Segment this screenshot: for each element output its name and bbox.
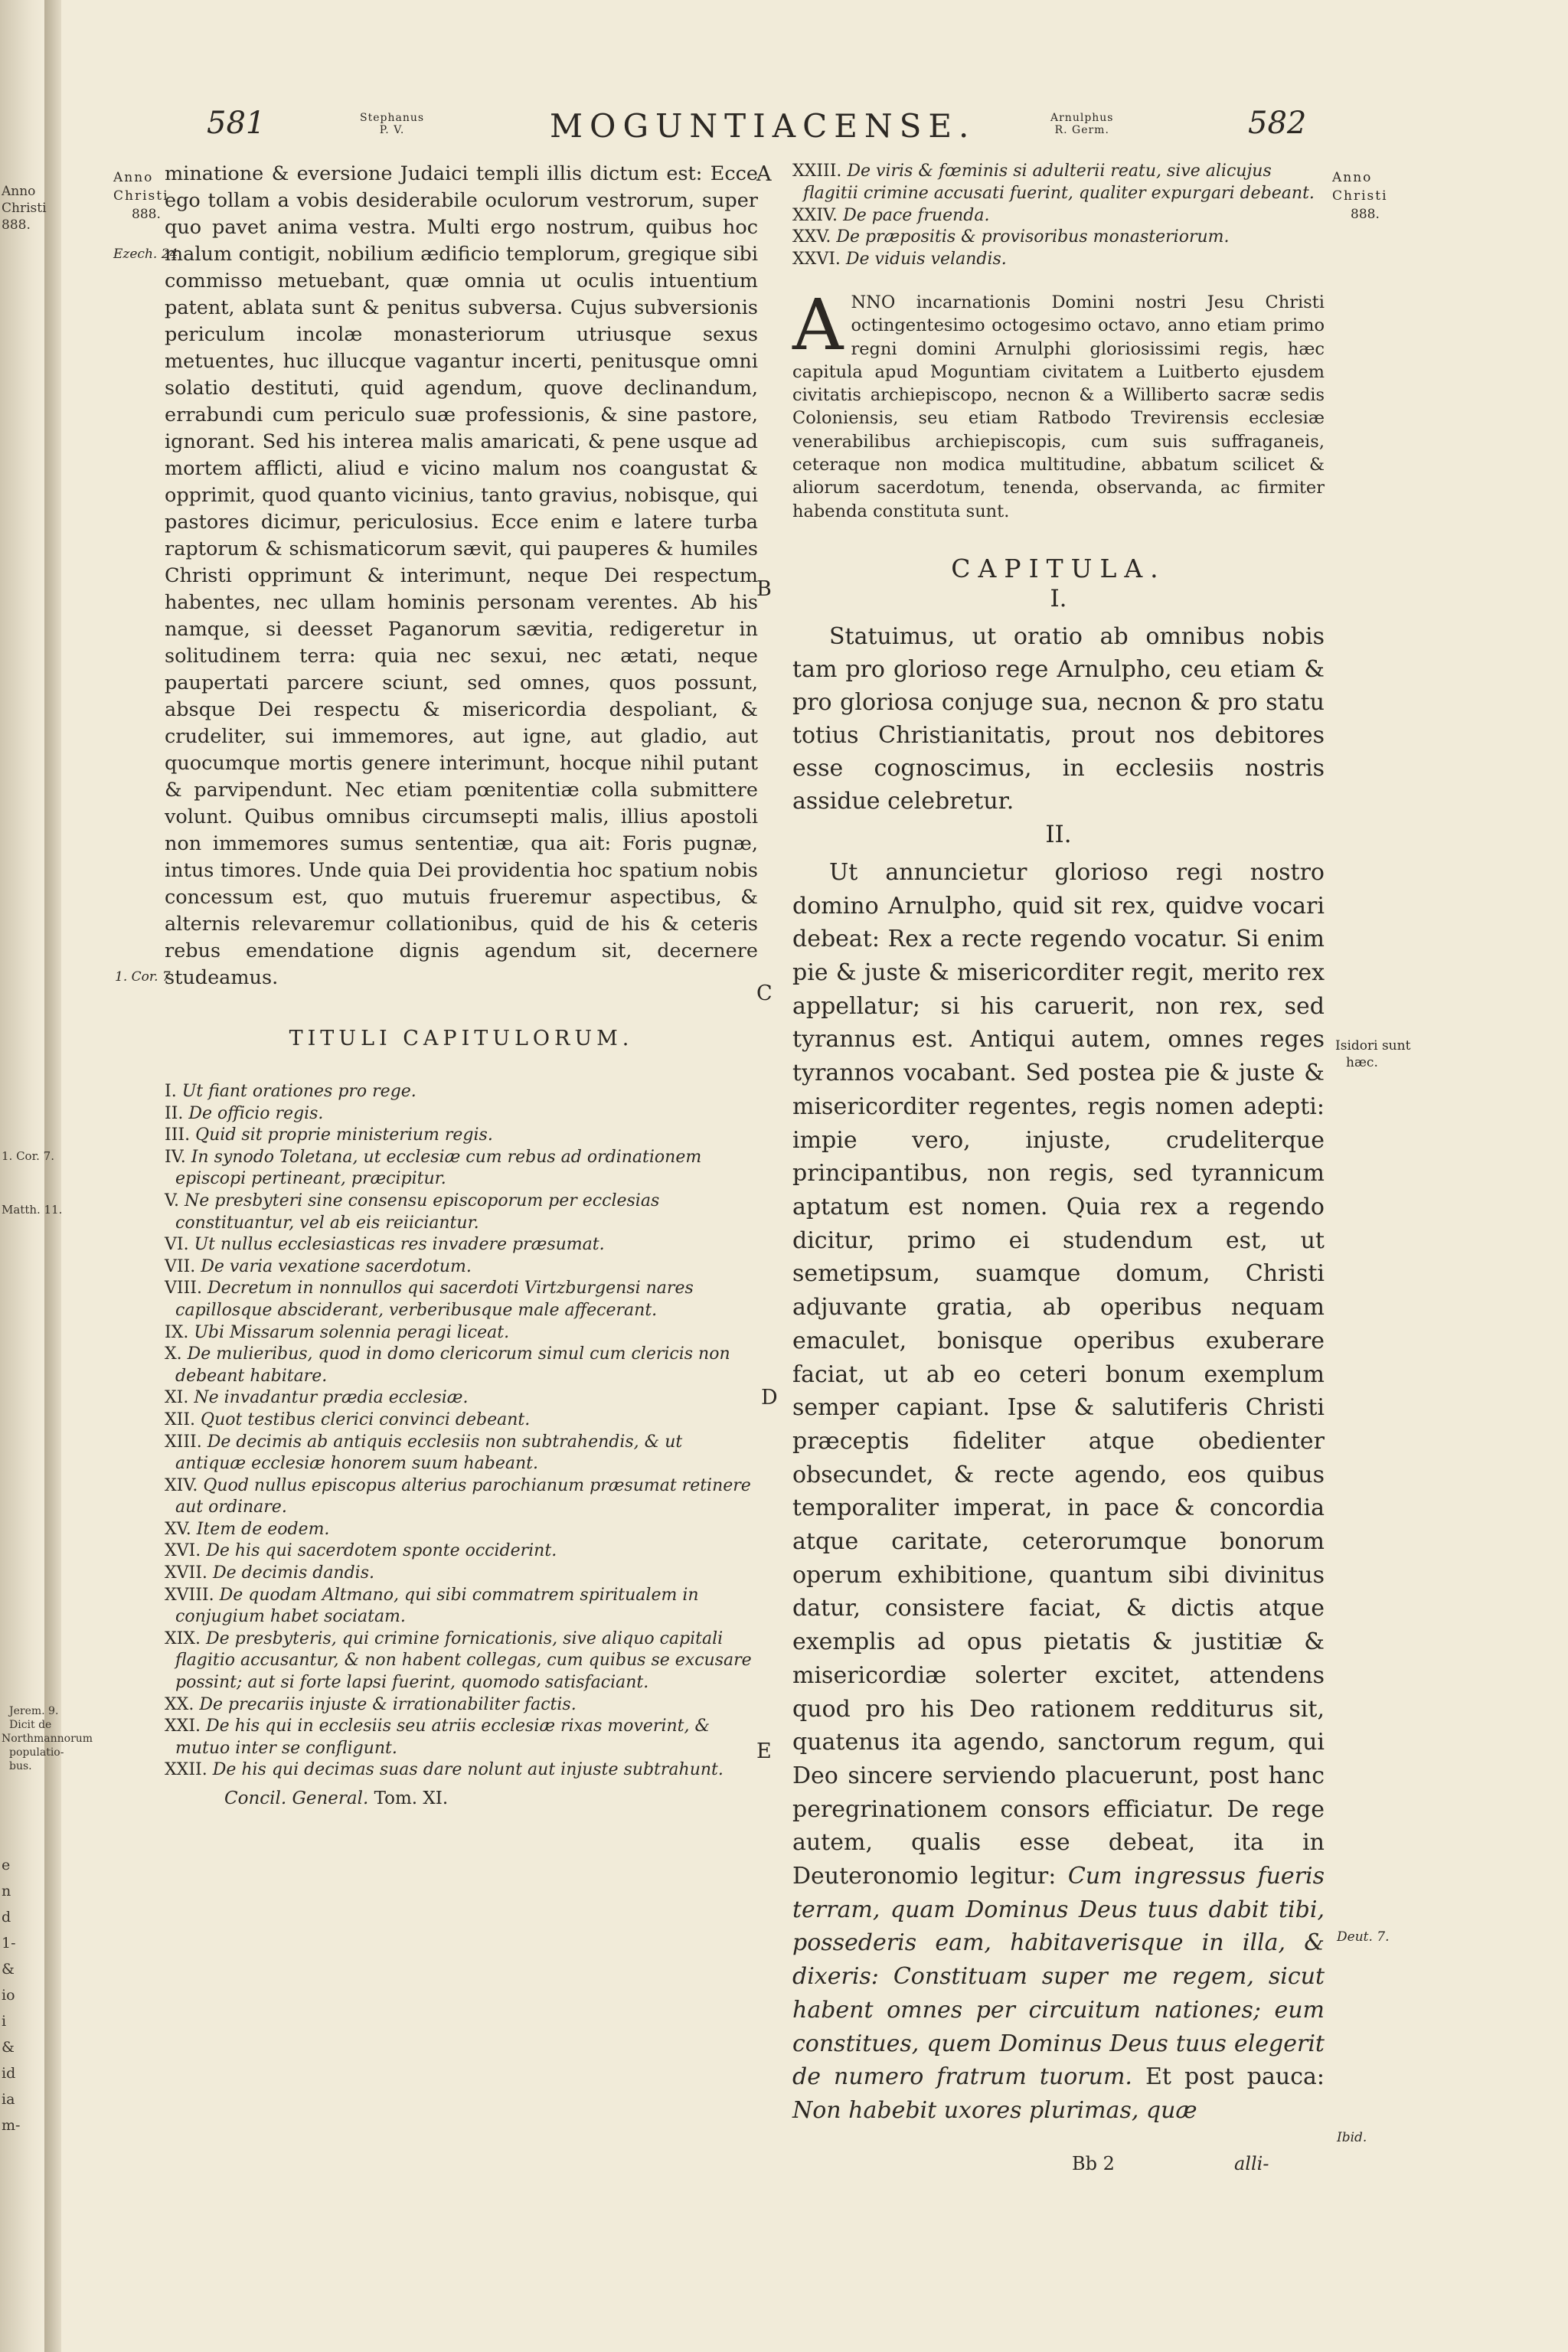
toc-num: XXII. xyxy=(165,1760,207,1780)
toc-num: XIV. xyxy=(165,1475,198,1495)
signature-mark: Bb 2 xyxy=(1072,2153,1115,2174)
running-head-left xyxy=(360,112,424,136)
toc-text: De mulieribus, quod in domo clericorum simul cum clericis non debeant habitare. xyxy=(175,1344,730,1386)
edge-frag-3: d xyxy=(2,1909,11,1926)
edge-frag-11: m- xyxy=(2,2117,21,2134)
toc-text: De presbyteris, qui crimine fornicationis, sive aliquo capitali flagitio accusantur, & non habent collegas, cum quibus se excusare possint; aut si forte lapsi fuerint, quomodo satisfaciant. xyxy=(175,1628,752,1693)
toc-num: III. xyxy=(165,1125,191,1145)
toc-item xyxy=(165,1344,758,1387)
toc-item xyxy=(792,227,1325,249)
edge-jerem: Jerem. 9. xyxy=(9,1705,59,1717)
toc-title: TITULI CAPITULORUM. xyxy=(289,1027,634,1050)
margin-haec: hæc. xyxy=(1346,1055,1378,1070)
toc-text: Quod nullus episcopus alterius parochianum præsumat retinere aut ordinare. xyxy=(175,1475,751,1517)
toc-text: De viduis velandis. xyxy=(845,250,1007,270)
toc-item xyxy=(165,1387,758,1410)
toc-item xyxy=(165,1475,758,1519)
chapter-title-list-continued xyxy=(792,161,1325,271)
toc-text: Ne invadantur prædia ecclesiæ. xyxy=(194,1388,469,1408)
page-title: MOGUNTIACENSE. xyxy=(550,107,976,145)
section-letter-d: D xyxy=(761,1386,778,1410)
edge-christi: Christi xyxy=(2,201,47,216)
toc-num: XXIII. xyxy=(792,162,842,181)
toc-num: IV. xyxy=(165,1147,186,1167)
chapter-2-body: Ut annuncietur glorioso regi nostro domino Arnulpho, quid sit rex, quidve vocari debeat: Rex a recte regendo vocatur. Si enim pie & juste & misericorditer regit, merito rex appellatur; si his caruerit, non rex, sed tyrannus est. Antiqui autem, omnes reges tyrannos vocabant. Sed postea pie & juste & misericorditer regentes, regis nomen adepti: impie vero, injuste, crudeliterque principantibus, non regis, sed tyrannicum aptatum est nomen. Quia rex a regendo dicitur, primo ei studendum est, ut semetipsum, suamque domum, Christi adjuvante gratia, ab operibus nequam emaculet, bonisque operibus exuberare faciat, ut ab eo ceteri bonum exemplum semper capiant. Ipse & salutiferis Christi præceptis fideliter atque obedienter obsecundet, & recte agendo, eos quibus temporaliter imperat, in pace & concordia atque caritate, ceterorumque bonorum operum exhibitione, quantum sibi divinitus datur, consistere faciat, & dictis atque exemplis ad opus pietatis & justitiæ & misericordiæ solerter excitet, attendens quod pro his Deo rationem redditurus sit, quatenus ita agendo, sanctorum regum, qui Deo sincere serviendo placuerunt, post hanc peregrinationem consors efficiatur. De rege autem, qualis esse debeat, ita in Deuteronomio legitur: xyxy=(792,858,1325,1890)
margin-isidori: Isidori sunt xyxy=(1335,1038,1411,1054)
toc-item xyxy=(165,1540,758,1563)
toc-text: Quid sit proprie ministerium regis. xyxy=(195,1125,493,1145)
edge-frag-7: i xyxy=(2,2013,7,2030)
edge-northmannorum: Northmannorum xyxy=(2,1733,93,1745)
toc-item xyxy=(792,161,1325,205)
toc-item xyxy=(165,1628,758,1694)
toc-num: VI. xyxy=(165,1235,189,1255)
edge-frag-10: ia xyxy=(2,2091,15,2108)
toc-item xyxy=(165,1147,758,1191)
toc-num: XVIII. xyxy=(165,1585,214,1605)
toc-num: X. xyxy=(165,1344,182,1364)
toc-text: Quot testibus clerici convinci debeant. xyxy=(201,1410,531,1429)
toc-text: De decimis dandis. xyxy=(212,1563,374,1583)
toc-item xyxy=(165,1759,758,1782)
preface-paragraph: minatione & eversione Judaici templi illis dictum est: Ecce ego tollam a vobis desiderabile oculorum vestrorum, super quo pavet anima vestra. Multi ergo nostrum, quibus hoc malum contigit, nobilium ædificio templorum, gregique sibi commisso metuebant, quæ omnia ut oculis intuentium patent, ablata sunt & penitus subversa. Cujus subversionis periculum incolæ monasteriorum utriusque sexus metuentes, huc illucque vagantur incerti, penitusque omni solatio destituti, quid agendum, quove declinandum, errabundi cum periculo suæ professionis, & sine pastore, ignorant. Sed his interea malis amaricati, & pene usque ad mortem afflicti, aliud e vicino malum nos coangustat & opprimit, quod quanto vicinius, tanto gravius, nobisque, qui pastores dicimur, periculosius. Ecce enim e latere turba raptorum & schismaticorum sævit, qui pauperes & humiles Christi opprimunt & interimunt, neque Dei respectum habentes, nec ullam hominis personam verentes. Ab his namque, si deesset Paganorum sævitia, redigeretur in solitudinem terra: quia nec sexui, nec ætati, neque paupertati parcere sciunt, sed omnes, quos possunt, absque Dei respectu & misericordia despoliant, & crudeliter, sui immemores, aut igne, aut gladio, aut quocumque mortis genere interimunt, hocque nihil putant & parvipendunt. Nec etiam pœnitentiæ colla submittere volunt. Quibus omnibus circumsepti malis, illius apostoli non immemores sumus sententiæ, qua ait: Foris pugnæ, intus timores. Unde quia Dei providentia hoc spatium nobis concessum est, quo mutuis frueremur aspectibus, & alternis relevaremur collationibus, quid de his & ceteris rebus emendatione dignis agendum sit, decernere studeamus. xyxy=(165,162,758,989)
toc-num: XIII. xyxy=(165,1432,202,1452)
toc-num: XXV. xyxy=(792,227,831,247)
chapter-title-list xyxy=(165,1081,758,1782)
toc-item xyxy=(165,1103,758,1125)
toc-text: De officio regis. xyxy=(188,1103,324,1123)
margin-christi-left: Christi xyxy=(113,188,169,204)
chapter-number-1: I. xyxy=(1050,584,1067,612)
toc-num: XI. xyxy=(165,1388,189,1408)
toc-num: I. xyxy=(165,1082,177,1101)
toc-num: XVI. xyxy=(165,1541,201,1561)
margin-cor: 1. Cor. 7. xyxy=(115,969,175,985)
margin-anno-right: Anno xyxy=(1332,170,1373,185)
chapter-2-text xyxy=(792,856,1325,2128)
running-head-left-line1: Stephanus xyxy=(360,112,425,124)
toc-text: Ne presbyteri sine consensu episcoporum per ecclesias constituantur, vel ab eis reiiciantur. xyxy=(175,1191,660,1233)
edge-frag-6: io xyxy=(2,1987,15,2004)
toc-num: VIII. xyxy=(165,1279,202,1298)
edge-frag-8: & xyxy=(2,2039,15,2056)
edge-year: 888. xyxy=(2,217,31,233)
toc-text: De præpositis & provisoribus monasteriorum. xyxy=(836,227,1230,247)
toc-text: Decretum in nonnullos qui sacerdoti Virtzburgensi nares capillosque absciderant, verberibusque male affecerant. xyxy=(175,1279,694,1320)
toc-num: XIX. xyxy=(165,1628,201,1648)
toc-text: Ut fiant orationes pro rege. xyxy=(181,1082,416,1101)
running-head-right-line1: Arnulphus xyxy=(1050,112,1114,124)
edge-frag-5: & xyxy=(2,1961,15,1978)
margin-ibid: Ibid. xyxy=(1337,2130,1367,2145)
edge-frag-4: 1- xyxy=(2,1935,16,1952)
toc-num: XX. xyxy=(165,1694,194,1714)
edge-cor: 1. Cor. 7. xyxy=(2,1149,54,1163)
margin-anno-left: Anno xyxy=(113,170,154,185)
toc-item xyxy=(165,1278,758,1321)
margin-year-right: 888. xyxy=(1351,207,1380,222)
toc-text: Ut nullus ecclesiasticas res invadere præsumat. xyxy=(194,1235,605,1255)
edge-dicit: Dicit de xyxy=(9,1719,52,1731)
toc-num: XII. xyxy=(165,1410,196,1429)
toc-num: VII. xyxy=(165,1256,196,1276)
toc-text: De precariis injuste & irrationabiliter factis. xyxy=(199,1694,577,1714)
toc-num: V. xyxy=(165,1191,180,1210)
chapter-2-post: Et post pauca: xyxy=(1145,2063,1325,2091)
toc-item xyxy=(165,1234,758,1256)
capitula-heading: CAPITULA. xyxy=(951,553,1166,583)
toc-item xyxy=(165,1716,758,1759)
toc-text: Ubi Missarum solennia peragi liceat. xyxy=(194,1322,510,1342)
section-letter-c: C xyxy=(756,982,773,1005)
toc-item xyxy=(165,1410,758,1432)
toc-item xyxy=(165,1191,758,1234)
edge-anno: Anno xyxy=(2,184,36,199)
toc-text: De his qui sacerdotem sponte occiderint. xyxy=(206,1541,557,1561)
page-number-right: 582 xyxy=(1248,106,1307,141)
toc-item xyxy=(165,1432,758,1475)
edge-frag-2: n xyxy=(2,1883,11,1900)
volume-footer xyxy=(224,1786,758,1811)
section-letter-a: A xyxy=(756,162,772,186)
edge-frag-9: id xyxy=(2,2065,16,2082)
toc-text: De his qui decimas suas dare nolunt aut injuste subtrahunt. xyxy=(212,1760,724,1780)
toc-item xyxy=(165,1519,758,1541)
section-letter-e: E xyxy=(756,1740,772,1763)
margin-christi-right: Christi xyxy=(1332,188,1388,204)
catchword: alli- xyxy=(1234,2153,1269,2174)
right-column xyxy=(792,161,1325,2128)
page-number-left: 581 xyxy=(207,106,266,141)
council-intro xyxy=(792,283,1325,523)
toc-num: IX. xyxy=(165,1322,189,1342)
running-head-right-line2: R. Germ. xyxy=(1054,124,1109,136)
running-head-left-line2: P. V. xyxy=(379,124,405,136)
toc-num: XXI. xyxy=(165,1717,201,1736)
toc-text: De his qui in ecclesiis seu atriis ecclesiæ rixas moverint, & mutuo inter se confligunt. xyxy=(175,1717,710,1758)
toc-item xyxy=(792,205,1325,227)
toc-num: XXVI. xyxy=(792,250,841,270)
toc-text: De viris & fœminis si adulterii reatu, sive alicujus flagitii crimine accusati fuerint, qualiter expurgari debeant. xyxy=(803,162,1315,203)
toc-num: XXIV. xyxy=(792,205,838,225)
edge-populatio: populatio- xyxy=(9,1746,64,1759)
toc-num: II. xyxy=(165,1103,184,1123)
section-letter-b: B xyxy=(756,577,772,601)
council-intro-text: NNO incarnationis Domini nostri Jesu Christi octingentesimo octogesimo octavo, anno etiam primo regni domini Arnulphi gloriosissimi regis, hæc capitula apud Moguntiam civitatem a Luitberto ejusdem civitatis archiepiscopo, necnon & a Williberto sacræ sedis Coloniensis, seu etiam Ratbodo Trevirensis ecclesiæ venerabilibus archiepiscopis, cum suis suffraganeis, ceteraque non modica multitudine, abbatum scilicet & aliorum sacerdotum, tenenda, observanda, ac firmiter habenda constituta sunt. xyxy=(792,292,1325,521)
chapter-1-text: Statuimus, ut oratio ab omnibus nobis tam pro glorioso rege Arnulpho, ceu etiam & pro gloriosa conjuge sua, necnon & pro statu totius Christianitatis, prout nos debitores esse cognoscimus, in ecclesiis nostris assidue celebretur. xyxy=(792,622,1325,815)
toc-num: XV. xyxy=(165,1519,191,1539)
toc-item xyxy=(165,1585,758,1628)
toc-item xyxy=(165,1563,758,1585)
toc-text: De pace fruenda. xyxy=(843,205,990,225)
edge-bus: bus. xyxy=(9,1760,32,1772)
margin-deut: Deut. 7. xyxy=(1337,1929,1390,1945)
toc-text: De quodam Altmano, qui sibi commatrem spiritualem in conjugium habet sociatam. xyxy=(175,1585,699,1627)
toc-text: In synodo Toletana, ut ecclesiæ cum rebus ad ordinationem episcopi pertineant, præcipitur. xyxy=(175,1147,702,1189)
chapter-number-2: II. xyxy=(1045,820,1072,848)
left-column xyxy=(165,161,758,1811)
toc-item xyxy=(165,1081,758,1103)
chapter-2-quote-2: Non habebit uxores plurimas, quæ xyxy=(792,2096,1197,2124)
toc-item xyxy=(165,1125,758,1147)
edge-matth: Matth. 11. xyxy=(2,1203,63,1217)
edge-frag-1: e xyxy=(2,1857,11,1873)
volume-footer-title: Concil. General. xyxy=(224,1788,369,1808)
toc-text: Item de eodem. xyxy=(196,1519,330,1539)
toc-item xyxy=(165,1256,758,1279)
running-head-right xyxy=(1050,112,1114,136)
margin-ezech: Ezech. 24. xyxy=(113,247,182,262)
margin-year-left: 888. xyxy=(132,207,161,222)
drop-cap: A xyxy=(792,283,844,366)
toc-item xyxy=(165,1694,758,1717)
volume-footer-tome: Tom. XI. xyxy=(374,1788,449,1808)
toc-item xyxy=(165,1322,758,1344)
toc-item xyxy=(792,249,1325,271)
chapter-2-quote: Cum ingressus fueris terram, quam Dominus Deus tuus dabit tibi, possederis eam, habitaverisque in illa, & dixeris: Constituam super me regem, sicut habent omnes per circuitum nationes; eum constitues, quem Dominus Deus tuus elegerit de numero fratrum tuorum. xyxy=(792,1863,1325,2091)
book-gutter xyxy=(44,0,61,2352)
toc-num: XVII. xyxy=(165,1563,207,1583)
toc-text: De decimis ab antiquis ecclesiis non subtrahendis, & ut antiquæ ecclesiæ honorem suum habeant. xyxy=(175,1432,683,1474)
toc-text: De varia vexatione sacerdotum. xyxy=(201,1256,472,1276)
